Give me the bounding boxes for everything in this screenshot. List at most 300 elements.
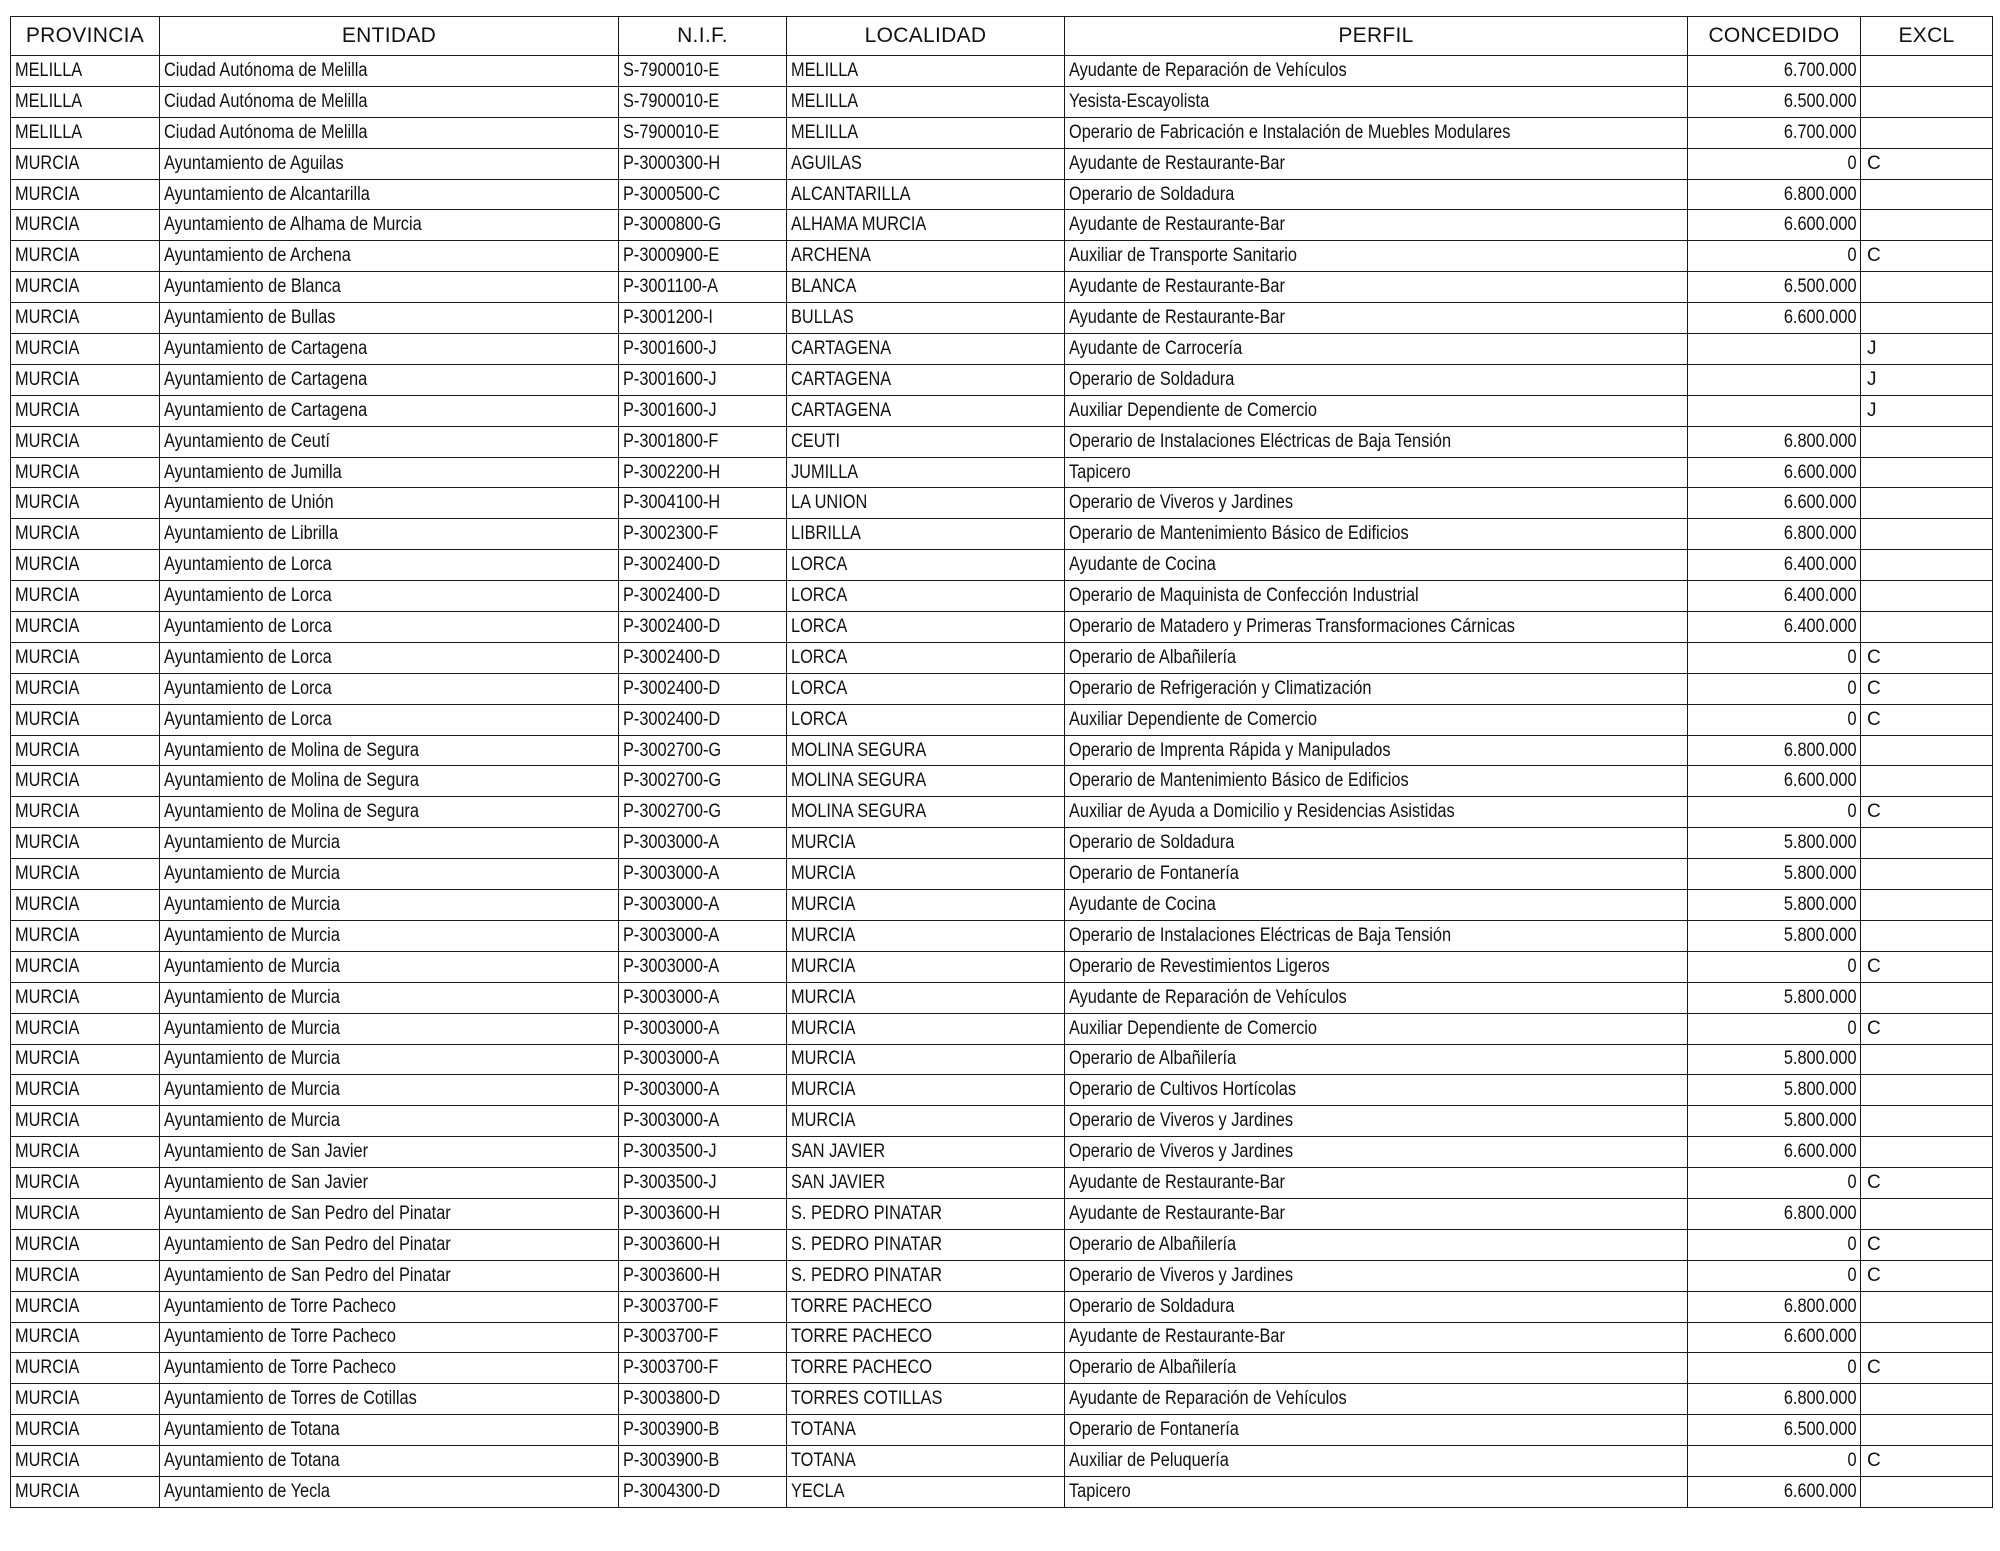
- localidad-cell: [787, 642, 1065, 673]
- concedido-cell: [1688, 210, 1861, 241]
- excl-cell: [1861, 550, 1993, 581]
- provincia-cell: [11, 1044, 160, 1075]
- entidad-text: Ayuntamiento de Molina de Segura: [164, 801, 419, 823]
- concedido-text: 5.800.000: [1784, 893, 1857, 915]
- excl-cell: [1861, 890, 1993, 921]
- nif-cell: [619, 766, 787, 797]
- concedido-cell: [1688, 550, 1861, 581]
- concedido-cell: [1688, 581, 1861, 612]
- localidad-text: LA UNION: [791, 492, 868, 514]
- localidad-text: MURCIA: [791, 893, 856, 915]
- nif-text: P-3002700-G: [623, 770, 722, 792]
- excl-cell: [1861, 859, 1993, 890]
- localidad-text: MOLINA SEGURA: [791, 801, 927, 823]
- excl-cell: C: [1861, 797, 1993, 828]
- nif-cell: [619, 117, 787, 148]
- perfil-cell: [1065, 828, 1688, 859]
- entidad-cell: [160, 1446, 619, 1477]
- localidad-text: MURCIA: [791, 863, 856, 885]
- perfil-cell: [1065, 303, 1688, 334]
- table-row: [11, 982, 1993, 1013]
- entidad-cell: [160, 1322, 619, 1353]
- entidad-text: Ayuntamiento de Librilla: [164, 523, 339, 545]
- localidad-cell: [787, 272, 1065, 303]
- localidad-cell: [787, 550, 1065, 581]
- nif-cell: [619, 1384, 787, 1415]
- perfil-cell: [1065, 457, 1688, 488]
- perfil-cell: [1065, 1384, 1688, 1415]
- perfil-text: Ayudante de Restaurante-Bar: [1069, 152, 1285, 174]
- entidad-cell: [160, 1168, 619, 1199]
- provincia-text: MURCIA: [15, 924, 80, 946]
- concedido-cell: [1688, 179, 1861, 210]
- perfil-cell: [1065, 210, 1688, 241]
- nif-cell: [619, 1476, 787, 1507]
- provincia-text: MURCIA: [15, 183, 80, 205]
- concedido-text: 5.800.000: [1784, 924, 1857, 946]
- table-row: [11, 1322, 1993, 1353]
- perfil-text: Operario de Viveros y Jardines: [1069, 492, 1294, 514]
- entidad-cell: [160, 1106, 619, 1137]
- nif-text: P-3003500-J: [623, 1172, 717, 1193]
- entidad-text: Ayuntamiento de Lorca: [164, 615, 332, 637]
- nif-cell: [619, 673, 787, 704]
- perfil-cell: [1065, 1106, 1688, 1137]
- concedido-cell: [1688, 488, 1861, 519]
- provincia-text: MURCIA: [15, 337, 80, 359]
- provincia-text: MURCIA: [15, 492, 80, 514]
- nif-cell: [619, 488, 787, 519]
- provincia-text: MURCIA: [15, 893, 80, 915]
- perfil-text: Ayudante de Carrocería: [1069, 337, 1243, 359]
- nif-cell: [619, 395, 787, 426]
- provincia-cell: [11, 859, 160, 890]
- nif-text: P-3003000-A: [623, 1048, 720, 1070]
- concedido-text: 6.600.000: [1784, 1326, 1857, 1348]
- entidad-text: Ayuntamiento de Molina de Segura: [164, 739, 419, 761]
- perfil-text: Ayudante de Restaurante-Bar: [1069, 307, 1285, 329]
- header-excl: EXCL: [1861, 17, 1993, 56]
- provincia-text: MURCIA: [15, 863, 80, 885]
- nif-text: P-3002400-D: [623, 708, 721, 730]
- provincia-cell: [11, 612, 160, 643]
- concedido-cell: [1688, 797, 1861, 828]
- concedido-text: 6.800.000: [1784, 1388, 1857, 1410]
- localidad-cell: [787, 890, 1065, 921]
- entidad-text: Ayuntamiento de Murcia: [164, 986, 340, 1008]
- entidad-cell: [160, 982, 619, 1013]
- localidad-cell: [787, 1198, 1065, 1229]
- concedido-text: 0: [1847, 677, 1857, 699]
- localidad-cell: [787, 364, 1065, 395]
- nif-text: P-3003000-A: [623, 893, 720, 915]
- perfil-text: Auxiliar de Peluquería: [1069, 1450, 1229, 1472]
- perfil-cell: [1065, 179, 1688, 210]
- provincia-text: MURCIA: [15, 368, 80, 390]
- header-row: [11, 17, 1993, 56]
- localidad-cell: [787, 612, 1065, 643]
- concedido-cell: [1688, 334, 1861, 365]
- entidad-cell: [160, 210, 619, 241]
- perfil-cell: [1065, 1013, 1688, 1044]
- provincia-text: MURCIA: [15, 1450, 80, 1472]
- perfil-text: Operario de Refrigeración y Climatización: [1069, 677, 1372, 699]
- provincia-text: MURCIA: [15, 1326, 80, 1348]
- perfil-text: Auxiliar Dependiente de Comercio: [1069, 1017, 1317, 1039]
- localidad-cell: [787, 1322, 1065, 1353]
- localidad-text: MURCIA: [791, 986, 856, 1008]
- provincia-text: MURCIA: [15, 214, 80, 236]
- provincia-cell: [11, 179, 160, 210]
- nif-cell: [619, 86, 787, 117]
- grants-table-sheet: [10, 16, 1992, 1508]
- provincia-text: MURCIA: [15, 1233, 80, 1255]
- header-entidad: ENTIDAD: [160, 17, 619, 56]
- concedido-text: 6.800.000: [1784, 430, 1857, 452]
- localidad-cell: [787, 1106, 1065, 1137]
- excl-cell: C: [1861, 1013, 1993, 1044]
- table-row: [11, 1446, 1993, 1477]
- entidad-text: Ayuntamiento de Torre Pacheco: [164, 1295, 396, 1317]
- localidad-cell: [787, 426, 1065, 457]
- provincia-text: MURCIA: [15, 1480, 80, 1502]
- localidad-cell: [787, 828, 1065, 859]
- provincia-cell: [11, 117, 160, 148]
- perfil-text: Ayudante de Reparación de Vehículos: [1069, 986, 1347, 1008]
- perfil-cell: [1065, 334, 1688, 365]
- excl-cell: C: [1861, 1446, 1993, 1477]
- table-row: [11, 581, 1993, 612]
- table-row: [11, 1044, 1993, 1075]
- provincia-cell: [11, 1260, 160, 1291]
- entidad-text: Ayuntamiento de Lorca: [164, 646, 332, 668]
- perfil-cell: [1065, 117, 1688, 148]
- perfil-cell: [1065, 550, 1688, 581]
- concedido-text: 6.800.000: [1784, 1295, 1857, 1317]
- excl-cell: [1861, 581, 1993, 612]
- localidad-text: MURCIA: [791, 924, 856, 946]
- localidad-text: CARTAGENA: [791, 399, 892, 421]
- localidad-text: TORRES COTILLAS: [791, 1388, 943, 1410]
- table-row: [11, 550, 1993, 581]
- entidad-cell: [160, 241, 619, 272]
- table-row: [11, 117, 1993, 148]
- nif-text: P-3003700-F: [623, 1326, 719, 1348]
- perfil-text: Operario de Maquinista de Confección Industrial: [1069, 585, 1419, 607]
- nif-text: P-3003000-A: [623, 924, 720, 946]
- entidad-cell: [160, 1260, 619, 1291]
- nif-cell: [619, 982, 787, 1013]
- perfil-text: Tapicero: [1069, 461, 1131, 483]
- perfil-text: Ayudante de Reparación de Vehículos: [1069, 59, 1347, 81]
- perfil-text: Auxiliar Dependiente de Comercio: [1069, 708, 1317, 730]
- excl-cell: [1861, 1322, 1993, 1353]
- header-nif: N.I.F.: [619, 17, 787, 56]
- nif-cell: [619, 1446, 787, 1477]
- nif-text: P-3003800-D: [623, 1388, 721, 1410]
- nif-text: P-3003000-A: [623, 863, 720, 885]
- provincia-cell: [11, 828, 160, 859]
- entidad-cell: [160, 1476, 619, 1507]
- nif-text: P-3001600-J: [623, 368, 717, 390]
- entidad-cell: [160, 673, 619, 704]
- nif-text: P-3003700-F: [623, 1357, 719, 1379]
- nif-text: P-3004300-D: [623, 1480, 721, 1502]
- provincia-text: MURCIA: [15, 832, 80, 854]
- nif-cell: [619, 1013, 787, 1044]
- provincia-cell: [11, 1384, 160, 1415]
- provincia-cell: [11, 890, 160, 921]
- provincia-text: MURCIA: [15, 1048, 80, 1070]
- provincia-text: MURCIA: [15, 1079, 80, 1101]
- perfil-cell: [1065, 797, 1688, 828]
- perfil-text: Ayudante de Restaurante-Bar: [1069, 1172, 1285, 1193]
- entidad-text: Ayuntamiento de Molina de Segura: [164, 770, 419, 792]
- concedido-text: 0: [1847, 1357, 1857, 1379]
- nif-text: P-3000300-H: [623, 152, 721, 174]
- perfil-text: Ayudante de Cocina: [1069, 554, 1216, 576]
- provincia-text: MURCIA: [15, 276, 80, 298]
- concedido-cell: [1688, 1384, 1861, 1415]
- nif-text: P-3003500-J: [623, 1141, 717, 1163]
- perfil-cell: [1065, 1137, 1688, 1168]
- excl-cell: [1861, 1044, 1993, 1075]
- localidad-cell: [787, 766, 1065, 797]
- perfil-text: Operario de Viveros y Jardines: [1069, 1264, 1294, 1286]
- excl-cell: C: [1861, 704, 1993, 735]
- perfil-cell: [1065, 1044, 1688, 1075]
- localidad-cell: [787, 1353, 1065, 1384]
- provincia-cell: [11, 1075, 160, 1106]
- nif-cell: [619, 1291, 787, 1322]
- provincia-cell: [11, 550, 160, 581]
- nif-cell: [619, 1198, 787, 1229]
- perfil-text: Auxiliar de Ayuda a Domicilio y Residencias Asistidas: [1069, 801, 1455, 823]
- excl-cell: [1861, 982, 1993, 1013]
- nif-cell: [619, 1260, 787, 1291]
- concedido-text: 5.800.000: [1784, 832, 1857, 854]
- concedido-text: 0: [1847, 1233, 1857, 1255]
- provincia-cell: [11, 303, 160, 334]
- concedido-cell: [1688, 1229, 1861, 1260]
- entidad-text: Ayuntamiento de San Javier: [164, 1172, 369, 1193]
- entidad-text: Ayuntamiento de Lorca: [164, 554, 332, 576]
- entidad-cell: [160, 148, 619, 179]
- nif-cell: [619, 1168, 787, 1199]
- nif-text: S-7900010-E: [623, 90, 720, 112]
- provincia-text: MURCIA: [15, 677, 80, 699]
- provincia-cell: [11, 334, 160, 365]
- table-row: [11, 1353, 1993, 1384]
- nif-text: P-3002400-D: [623, 646, 721, 668]
- provincia-text: MURCIA: [15, 801, 80, 823]
- perfil-text: Ayudante de Restaurante-Bar: [1069, 214, 1285, 236]
- localidad-cell: [787, 1415, 1065, 1446]
- nif-text: P-3003600-H: [623, 1264, 721, 1286]
- localidad-cell: [787, 797, 1065, 828]
- concedido-cell: [1688, 1260, 1861, 1291]
- localidad-text: MURCIA: [791, 955, 856, 977]
- nif-cell: [619, 1415, 787, 1446]
- nif-text: P-3002400-D: [623, 677, 721, 699]
- concedido-cell: [1688, 673, 1861, 704]
- localidad-text: LORCA: [791, 554, 848, 576]
- excl-cell: [1861, 117, 1993, 148]
- provincia-text: MURCIA: [15, 1419, 80, 1441]
- entidad-cell: [160, 519, 619, 550]
- concedido-text: 6.800.000: [1784, 739, 1857, 761]
- perfil-text: Operario de Fontanería: [1069, 1419, 1239, 1441]
- localidad-cell: [787, 334, 1065, 365]
- localidad-cell: [787, 179, 1065, 210]
- table-row: [11, 86, 1993, 117]
- entidad-cell: [160, 303, 619, 334]
- excl-cell: [1861, 1291, 1993, 1322]
- perfil-cell: [1065, 272, 1688, 303]
- provincia-text: MURCIA: [15, 1388, 80, 1410]
- entidad-text: Ayuntamiento de Cartagena: [164, 399, 368, 421]
- perfil-text: Operario de Albañilería: [1069, 1357, 1237, 1379]
- localidad-cell: [787, 1168, 1065, 1199]
- concedido-cell: [1688, 1168, 1861, 1199]
- entidad-cell: [160, 395, 619, 426]
- nif-cell: [619, 1075, 787, 1106]
- nif-cell: [619, 1229, 787, 1260]
- perfil-text: Tapicero: [1069, 1480, 1131, 1502]
- provincia-cell: [11, 1198, 160, 1229]
- nif-cell: [619, 519, 787, 550]
- table-row: [11, 1384, 1993, 1415]
- provincia-cell: [11, 488, 160, 519]
- excl-cell: C: [1861, 1353, 1993, 1384]
- nif-text: P-3003600-H: [623, 1233, 721, 1255]
- entidad-text: Ayuntamiento de Archena: [164, 245, 351, 267]
- concedido-cell: [1688, 272, 1861, 303]
- nif-text: P-3003000-A: [623, 955, 720, 977]
- table-row: [11, 1476, 1993, 1507]
- concedido-cell: [1688, 1476, 1861, 1507]
- perfil-cell: [1065, 766, 1688, 797]
- perfil-text: Operario de Matadero y Primeras Transformaciones Cárnicas: [1069, 615, 1515, 637]
- header-concedido: CONCEDIDO: [1688, 17, 1861, 56]
- nif-text: P-3001800-F: [623, 430, 719, 452]
- provincia-text: MURCIA: [15, 245, 80, 267]
- localidad-text: S. PEDRO PINATAR: [791, 1264, 943, 1286]
- entidad-cell: [160, 1415, 619, 1446]
- table-row: [11, 56, 1993, 87]
- nif-text: P-3003600-H: [623, 1202, 721, 1224]
- perfil-cell: [1065, 395, 1688, 426]
- provincia-text: MURCIA: [15, 307, 80, 329]
- entidad-text: Ayuntamiento de Yecla: [164, 1480, 330, 1502]
- excl-cell: [1861, 86, 1993, 117]
- localidad-cell: [787, 488, 1065, 519]
- perfil-cell: [1065, 86, 1688, 117]
- provincia-text: MURCIA: [15, 523, 80, 545]
- concedido-text: 6.600.000: [1784, 461, 1857, 483]
- entidad-cell: [160, 766, 619, 797]
- perfil-text: Operario de Viveros y Jardines: [1069, 1110, 1294, 1132]
- provincia-cell: [11, 241, 160, 272]
- table-row: [11, 1106, 1993, 1137]
- excl-cell: C: [1861, 673, 1993, 704]
- localidad-cell: [787, 395, 1065, 426]
- entidad-cell: [160, 951, 619, 982]
- concedido-cell: [1688, 1415, 1861, 1446]
- entidad-text: Ayuntamiento de Lorca: [164, 708, 332, 730]
- entidad-cell: [160, 1044, 619, 1075]
- localidad-text: LORCA: [791, 677, 848, 699]
- nif-cell: [619, 148, 787, 179]
- perfil-cell: [1065, 735, 1688, 766]
- nif-text: P-3003900-B: [623, 1419, 720, 1441]
- provincia-cell: [11, 86, 160, 117]
- entidad-text: Ayuntamiento de Murcia: [164, 863, 340, 885]
- header-provincia: PROVINCIA: [11, 17, 160, 56]
- localidad-text: MELILLA: [791, 121, 859, 143]
- nif-text: P-3000500-C: [623, 183, 721, 205]
- localidad-cell: [787, 56, 1065, 87]
- concedido-cell: [1688, 1291, 1861, 1322]
- entidad-cell: [160, 920, 619, 951]
- localidad-text: S. PEDRO PINATAR: [791, 1202, 943, 1224]
- entidad-cell: [160, 426, 619, 457]
- provincia-cell: [11, 426, 160, 457]
- entidad-text: Ayuntamiento de Alcantarilla: [164, 183, 370, 205]
- provincia-cell: [11, 519, 160, 550]
- perfil-cell: [1065, 519, 1688, 550]
- localidad-cell: [787, 241, 1065, 272]
- perfil-text: Operario de Revestimientos Ligeros: [1069, 955, 1330, 977]
- concedido-cell: [1688, 86, 1861, 117]
- entidad-text: Ciudad Autónoma de Melilla: [164, 90, 368, 112]
- nif-cell: [619, 179, 787, 210]
- perfil-text: Auxiliar Dependiente de Comercio: [1069, 399, 1317, 421]
- perfil-cell: [1065, 951, 1688, 982]
- concedido-cell: [1688, 951, 1861, 982]
- concedido-cell: [1688, 612, 1861, 643]
- nif-cell: [619, 642, 787, 673]
- nif-cell: [619, 364, 787, 395]
- provincia-cell: [11, 1013, 160, 1044]
- excl-cell: J: [1861, 395, 1993, 426]
- nif-cell: [619, 272, 787, 303]
- localidad-text: CEUTI: [791, 430, 841, 452]
- nif-cell: [619, 210, 787, 241]
- table-row: [11, 457, 1993, 488]
- concedido-cell: [1688, 148, 1861, 179]
- localidad-text: BULLAS: [791, 307, 854, 329]
- concedido-cell: [1688, 117, 1861, 148]
- entidad-text: Ayuntamiento de Aguilas: [164, 152, 344, 174]
- provincia-cell: [11, 1137, 160, 1168]
- concedido-text: 6.400.000: [1784, 615, 1857, 637]
- entidad-cell: [160, 1198, 619, 1229]
- entidad-cell: [160, 179, 619, 210]
- entidad-text: Ayuntamiento de Lorca: [164, 677, 332, 699]
- provincia-text: MELILLA: [15, 90, 83, 112]
- table-row: [11, 303, 1993, 334]
- provincia-cell: [11, 1415, 160, 1446]
- nif-text: P-3000800-G: [623, 214, 722, 236]
- perfil-cell: [1065, 1353, 1688, 1384]
- concedido-text: 0: [1847, 152, 1857, 174]
- perfil-cell: [1065, 581, 1688, 612]
- provincia-cell: [11, 951, 160, 982]
- concedido-text: 5.800.000: [1784, 1110, 1857, 1132]
- nif-cell: [619, 735, 787, 766]
- entidad-text: Ayuntamiento de Murcia: [164, 893, 340, 915]
